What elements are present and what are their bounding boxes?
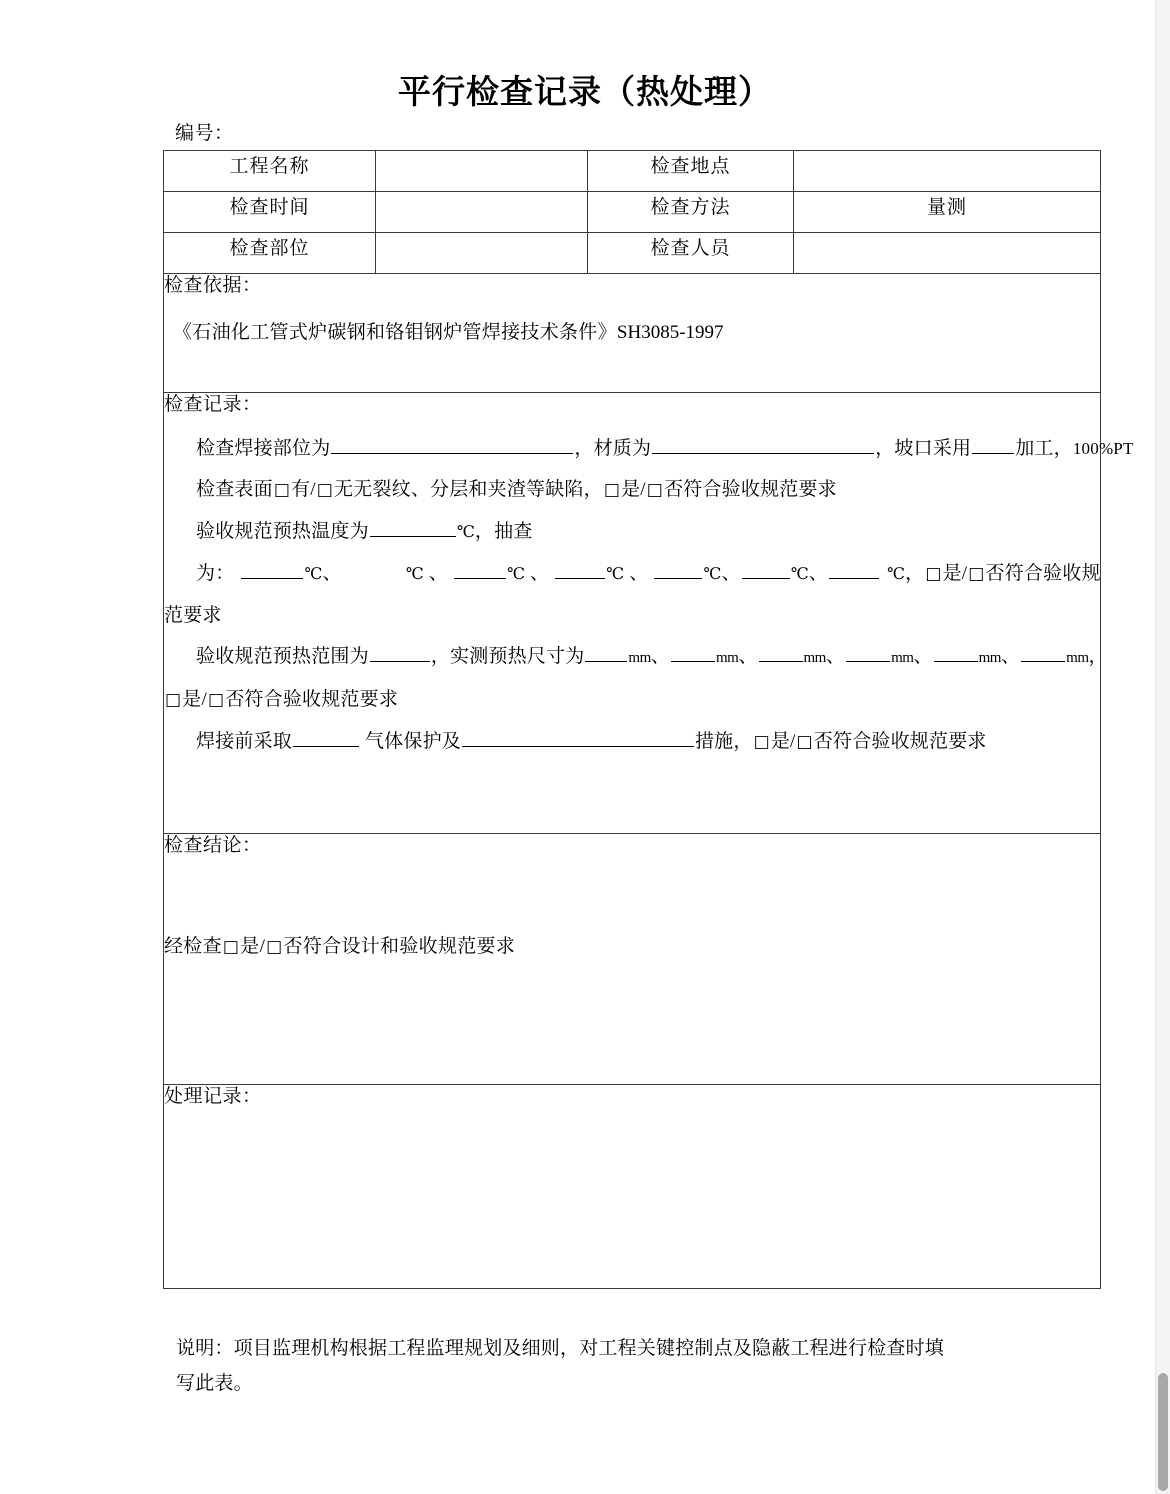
checkbox-conclusion-no[interactable]: □ [266, 937, 283, 957]
separator-mm-2: 、 [738, 646, 758, 667]
field-label-inspection-time: 检查时间 [164, 192, 376, 233]
unit-celsius-7: ℃ [887, 566, 906, 583]
table-row [164, 151, 1101, 192]
label-comma: ， [905, 563, 925, 584]
record-heading: 检查记录： [164, 394, 262, 415]
separator-mm-end: ， [1088, 646, 1108, 667]
checkbox-surface-conform-no[interactable]: □ [646, 480, 664, 500]
blank-temp-4[interactable] [555, 559, 605, 579]
blank-temp-3[interactable] [454, 559, 506, 579]
blank-temp-5[interactable] [654, 559, 702, 579]
record-line-preheat-temp-spec [196, 511, 1100, 553]
table-row-basis [164, 274, 1101, 393]
unit-mm-5: mm [978, 650, 1001, 666]
footer-note-line-2: 写此表。 [176, 1373, 253, 1394]
label-defect-desc: 无无裂纹、分层和夹渣等缺陷， [334, 479, 603, 500]
record-line-gas-protection [196, 721, 1100, 763]
label-conform-req-2: 否符合验收规范要求 [225, 689, 399, 710]
label-yes-4: 是/ [770, 731, 796, 752]
separator-6: 、 [808, 563, 828, 584]
checkbox-gas-conform-yes[interactable]: □ [753, 732, 770, 752]
label-yes-2: 是/ [942, 563, 968, 584]
blank-mm-4[interactable] [846, 642, 890, 662]
inspection-form-table [163, 150, 1134, 1289]
field-label-inspector: 检查人员 [588, 233, 794, 274]
label-after-check: 经检查 [164, 936, 222, 957]
record-line-weld-position [196, 428, 1134, 469]
label-pt-percent: 100%PT [1072, 439, 1134, 458]
record-line-surface-check [196, 469, 1100, 511]
unit-celsius: ℃ [456, 524, 475, 541]
field-label-inspection-method: 检查方法 [588, 192, 794, 233]
label-yes-5: 是/ [240, 936, 266, 957]
conclusion-text [164, 937, 1100, 956]
label-weld-position: 检查焊接部位为 [196, 438, 331, 459]
basis-heading: 检查依据： [164, 275, 262, 296]
unit-celsius-1: ℃ [304, 566, 323, 583]
label-yes-3: 是/ [182, 689, 207, 710]
footer-note-line-1: 说明：项目监理机构根据工程监理规划及细则，对工程关键控制点及隐蔽工程进行检查时填 [176, 1338, 945, 1359]
record-line-range-conform [164, 679, 1100, 721]
label-measured-preheat: ，实测预热尺寸为 [430, 646, 585, 667]
field-label-inspection-part: 检查部位 [164, 233, 376, 274]
label-conform-req: 否符合验收规范要求 [664, 479, 837, 500]
field-value-inspection-time[interactable] [376, 192, 588, 233]
blank-temp-1[interactable] [241, 559, 303, 579]
blank-mm-6[interactable] [1021, 642, 1065, 662]
blank-material[interactable] [652, 434, 874, 454]
blank-preheat-range[interactable] [370, 642, 430, 662]
basis-standard-name: 《石油化工管式炉碳钢和铬钼钢炉管焊接技术条件》 [173, 322, 617, 343]
checkbox-range-conform-yes[interactable]: □ [165, 690, 182, 710]
basis-section [164, 274, 1101, 393]
checkbox-temp-conform-yes[interactable]: □ [925, 564, 942, 584]
table-row [164, 192, 1101, 233]
blank-weld-position[interactable] [331, 434, 573, 454]
blank-gas-type[interactable] [293, 727, 359, 747]
unit-celsius-2: ℃ [405, 566, 424, 583]
unit-celsius-6: ℃ [790, 566, 809, 583]
field-value-inspection-method[interactable]: 量测 [794, 192, 1101, 233]
separator-mm-1: 、 [650, 646, 670, 667]
separator-4: 、 [624, 563, 654, 584]
field-label-project-name: 工程名称 [164, 151, 376, 192]
label-yes: 是/ [621, 479, 646, 500]
checkbox-has-defect[interactable]: □ [273, 480, 291, 500]
blank-mm-3[interactable] [759, 642, 803, 662]
checkbox-surface-conform-yes[interactable]: □ [603, 480, 621, 500]
label-measures: 措施， [694, 731, 753, 752]
separator-1: 、 [322, 563, 342, 584]
handling-heading: 处理记录： [164, 1086, 262, 1107]
table-row [164, 233, 1101, 274]
separator-5: 、 [721, 563, 741, 584]
record-line-preheat-temp-values [196, 553, 1100, 595]
label-conform-req-3: 否符合验收规范要求 [813, 731, 987, 752]
blank-groove-method[interactable] [972, 434, 1014, 454]
label-conform-req-partial: 否符合验收规 [985, 563, 1101, 584]
field-label-inspection-location: 检查地点 [588, 151, 794, 192]
footer-note [176, 1331, 1076, 1401]
label-has: 有/ [291, 479, 316, 500]
field-value-inspection-location[interactable] [794, 151, 1101, 192]
checkbox-gas-conform-no[interactable]: □ [796, 732, 813, 752]
conclusion-section [164, 834, 1101, 1085]
blank-temp-2[interactable] [342, 560, 406, 579]
conclusion-heading: 检查结论： [164, 835, 262, 856]
separator-mm-5: 、 [1000, 646, 1021, 667]
unit-mm-4: mm [891, 650, 914, 666]
field-value-project-name[interactable] [376, 151, 588, 192]
serial-number-label: 编号： [175, 123, 234, 144]
label-preheat-range-spec: 验收规范预热范围为 [196, 646, 369, 667]
checkbox-no-defect[interactable]: □ [316, 480, 334, 500]
basis-standard [164, 323, 1100, 342]
blank-mm-1[interactable] [585, 642, 627, 662]
blank-mm-2[interactable] [671, 642, 715, 662]
table-row-handling [164, 1085, 1101, 1289]
label-design-conform-req: 否符合设计和验收规范要求 [283, 936, 516, 957]
record-section [164, 393, 1134, 834]
label-material: ，材质为 [574, 438, 652, 459]
label-preheat-temp-spec: 验收规范预热温度为 [196, 521, 369, 542]
unit-mm-3: mm [803, 650, 826, 666]
checkbox-conclusion-yes[interactable]: □ [222, 937, 240, 957]
vertical-scrollbar-thumb[interactable] [1158, 1373, 1168, 1491]
page-title: 平行检查记录（热处理） [398, 75, 772, 111]
blank-mm-5[interactable] [934, 642, 978, 662]
checkbox-temp-conform-no[interactable]: □ [968, 564, 985, 584]
label-sampling: ，抽查 [474, 521, 533, 542]
separator-mm-3: 、 [825, 646, 846, 667]
unit-mm-1: mm [628, 650, 651, 666]
unit-celsius-4: ℃ [606, 566, 625, 583]
blank-preheat-temp-spec[interactable] [370, 517, 456, 537]
label-surface-check: 检查表面 [196, 479, 273, 500]
record-lines [164, 428, 1134, 763]
field-value-inspector[interactable] [794, 233, 1101, 274]
unit-celsius-3: ℃ [506, 566, 526, 583]
table-row-record [164, 393, 1101, 834]
label-values-prefix: 为： [196, 563, 235, 584]
vertical-scrollbar-track[interactable] [1155, 0, 1170, 1494]
label-before-welding: 焊接前采取 [196, 731, 293, 752]
field-value-inspection-part[interactable] [376, 233, 588, 274]
separator-2: 、 [423, 563, 453, 584]
label-groove-method: ，坡口采用 [875, 438, 972, 459]
record-line-conform-wrap: 范要求 [164, 605, 222, 626]
table-row-conclusion [164, 834, 1101, 1085]
unit-mm-2: mm [715, 650, 739, 666]
basis-standard-code: SH3085-1997 [616, 322, 724, 343]
label-processing: 加工， [1015, 438, 1073, 459]
record-line-preheat-range [196, 636, 1108, 679]
checkbox-range-conform-no[interactable]: □ [207, 690, 225, 710]
blank-temp-6[interactable] [742, 559, 790, 579]
blank-measures[interactable] [462, 727, 694, 747]
separator-mm-4: 、 [913, 646, 933, 667]
unit-celsius-5: ℃ [703, 566, 722, 583]
blank-temp-7[interactable] [829, 559, 879, 579]
label-gas-protection: 气体保护及 [360, 731, 461, 752]
separator-3: 、 [525, 563, 555, 584]
unit-mm-6: mm [1066, 650, 1089, 666]
handling-section[interactable] [164, 1085, 1101, 1289]
